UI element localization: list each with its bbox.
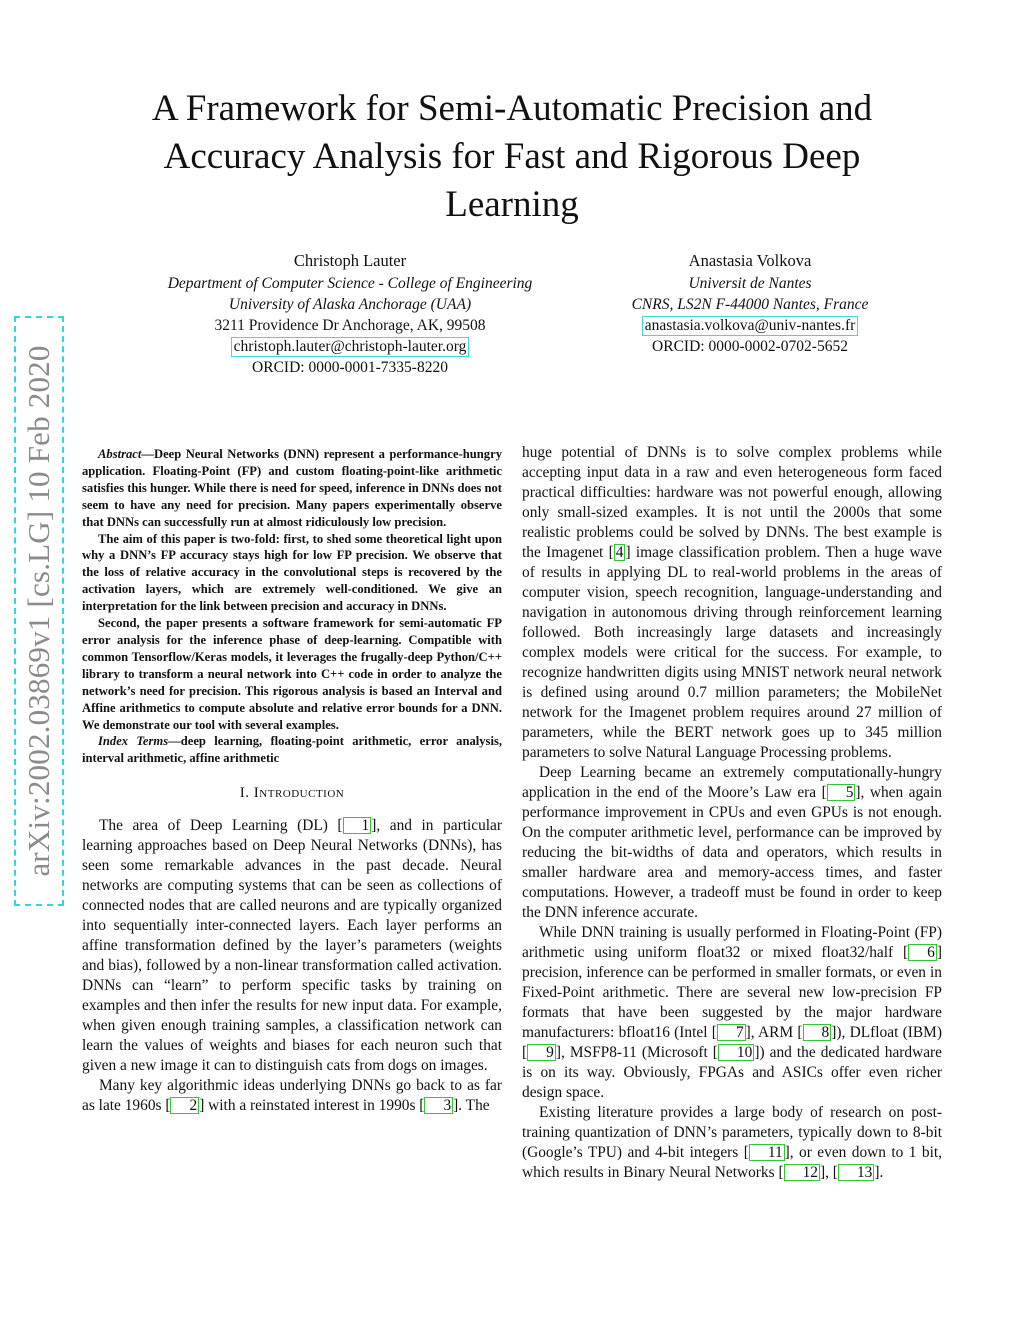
- citation-link[interactable]: 6: [908, 944, 937, 961]
- author-department: Department of Computer Science - College of Engineering: [167, 275, 533, 292]
- author-affiliation: University of Alaska Anchorage (UAA): [228, 296, 472, 313]
- abstract-paragraph: Abstract—Deep Neural Networks (DNN) represent a performance-hungry application. Floating-Point (FP) and custom floating-point-like arithmetic satisfies this hunger. While there is need for speed, inference in DNNs does not seem to have any need for precision. Many papers experimentally observe that DNNs can successfully run at almost ridiculously low precision.: [82, 447, 502, 529]
- body-paragraph: huge potential of DNNs is to solve complex problems while accepting input data in a raw and even heterogeneous form faced practical difficulties: hardware was not powerful enough, allowing only small-sized examples. It is not until the 2000s that some realistic problems could be solved by DNNs. The best example is the Imagenet [ 4 ] image classification problem. Then a huge wave of results in applying DL to real-world problems in the areas of computer vision, speech recognition, language-understanding and navigation in autonomous driving through reinforcement learning followed. Both increasingly large datasets and increasingly complex models were critical for the success. For example, to recognize handwritten digits using MNIST network neural network is defined using around 0.7 million parameters; the MobileNet network for the Imagenet problem requires around 27 million of parameters, while the BERT network goes up to 345 million parameters to solve Natural Language Processing problems.: [522, 444, 942, 761]
- citation-link[interactable]: 4: [615, 544, 624, 561]
- citation-link[interactable]: 5: [827, 784, 856, 801]
- citation-link[interactable]: 3: [424, 1097, 453, 1114]
- arxiv-id[interactable]: arXiv:2002.03869v1 [cs.LG] 10 Feb 2020: [21, 345, 56, 877]
- title-line-2: Accuracy Analysis for Fast and Rigorous Deep: [163, 136, 861, 177]
- author-orcid: ORCID: 0000-0001-7335-8220: [252, 359, 448, 376]
- author-email-link[interactable]: christoph.lauter@christoph-lauter.org: [231, 337, 470, 357]
- author-orcid: ORCID: 0000-0002-0702-5652: [652, 338, 848, 355]
- citation-link[interactable]: 1: [343, 817, 372, 834]
- arxiv-stamp[interactable]: [14, 316, 64, 906]
- citation-link[interactable]: 9: [527, 1044, 556, 1061]
- body-paragraph: While DNN training is usually performed in Floating-Point (FP) arithmetic using uniform float32 or mixed float32/half [ 6 ] precision, inference can be performed in smaller formats, or even in Fixed-Point arithmetic. There are several new low-precision FP formats that have been suggested by the major hardware manufacturers: bfloat16 (Intel [ 7 ], ARM [ 8 ]), DLfloat (IBM) [ 9 ], MSFP8-11 (Microsoft [ 10 ]) and the dedicated hardware is on its way. Obviously, FPGAs and ASICs offer even richer design space.: [522, 924, 942, 1101]
- author-address: 3211 Providence Dr Anchorage, AK, 99508: [214, 317, 486, 334]
- section-title: Introduction: [253, 785, 345, 802]
- index-terms-label: Index Terms: [98, 734, 169, 749]
- body-paragraph: Many key algorithmic ideas underlying DNNs go back to as far as late 1960s [ 2 ] with a reinstated interest in 1990s [ 3 ]. The: [82, 1077, 502, 1115]
- author-name: Anastasia Volkova: [688, 251, 812, 270]
- title-line-3: Learning: [445, 184, 579, 225]
- abstract-paragraph: The aim of this paper is two-fold: first, to shed some theoretical light upon why a DNN’s FP accuracy stays high for low FP precision. We observe that the loss of relative accuracy in the convolutional steps is recovered by the activation layers, which are extremely well-conditioned. We give an interpretation for the link between precision and accuracy in DNNs.: [82, 531, 502, 614]
- author-affiliation: CNRS, LS2N F-44000 Nantes, France: [631, 296, 869, 313]
- index-terms: Index Terms—deep learning, floating-point arithmetic, error analysis, interval arithmetic, affine arithmetic: [82, 734, 502, 766]
- citation-link[interactable]: 12: [784, 1164, 820, 1181]
- abstract-label: Abstract: [98, 447, 142, 461]
- citation-link[interactable]: 2: [170, 1097, 199, 1114]
- author-department: Universit de Nantes: [688, 275, 812, 292]
- citation-link[interactable]: 10: [718, 1044, 754, 1061]
- author-name: Christoph Lauter: [293, 251, 407, 270]
- section-number: I.: [239, 785, 250, 802]
- citation-link[interactable]: 11: [749, 1144, 785, 1161]
- title-line-1: A Framework for Semi-Automatic Precision and: [151, 88, 873, 129]
- author-email-link[interactable]: anastasia.volkova@univ-nantes.fr: [642, 316, 859, 336]
- paper-title: [96, 85, 928, 229]
- section-heading: [82, 785, 502, 802]
- left-column: [82, 446, 502, 1116]
- citation-link[interactable]: 7: [717, 1024, 746, 1041]
- citation-link[interactable]: 8: [803, 1024, 832, 1041]
- body-paragraph: The area of Deep Learning (DL) [ 1 ], and in particular learning approaches based on Deep Neural Networks (DNNs), has seen some remarkable advances in the past decade. Neural networks are computing systems that can be seen as collections of connected nodes that are called neurons and are typically organized into sequentially inter-connected layers. Each layer performs an affine transformation defined by the layer’s parameters (weights and bias), followed by a non-linear transformation called activation. DNNs can “learn” to perform specific tasks by training on examples and then infer the results for new input data. For example, when given enough training samples, a classification network can learn the values of weights and biases for each neuron such that given a new image it can to distinguish cats from dogs on images.: [82, 817, 503, 1075]
- citation-link[interactable]: 13: [838, 1164, 874, 1181]
- author-block-2: [580, 250, 920, 357]
- body-paragraph: Deep Learning became an extremely computationally-hungry application in the end of the Moore’s Law era [ 5 ], when again performance improvement in CPUs and even GPUs is not enough. On the computer arithmetic level, performance can be improved by reducing the bit-widths of data and operators, which results in smaller hardware area and memory-access times, and faster computations. However, a tradeoff must be found in order to keep the DNN inference accurate.: [522, 764, 942, 921]
- author-block-1: [130, 250, 570, 378]
- abstract-paragraph: Second, the paper presents a software framework for semi-automatic FP error analysis for the inference phase of deep-learning. Compatible with common Tensorflow/Keras models, it leverages the frugally-deep Python/C++ library to transform a neural network into C++ code in order to analyze the network’s need for precision. This rigorous analysis is based an Interval and Affine arithmetics to compute absolute and relative error bounds for a DNN. We demonstrate our tool with several examples.: [82, 616, 502, 732]
- right-column: [522, 443, 942, 1183]
- body-paragraph: Existing literature provides a large body of research on post-training quantization of DNN’s parameters, typically down to 8-bit (Google’s TPU) and 4-bit integers [ 11 ], or even down to 1 bit, which results in Binary Neural Networks [ 12 ], [ 13 ].: [522, 1104, 942, 1181]
